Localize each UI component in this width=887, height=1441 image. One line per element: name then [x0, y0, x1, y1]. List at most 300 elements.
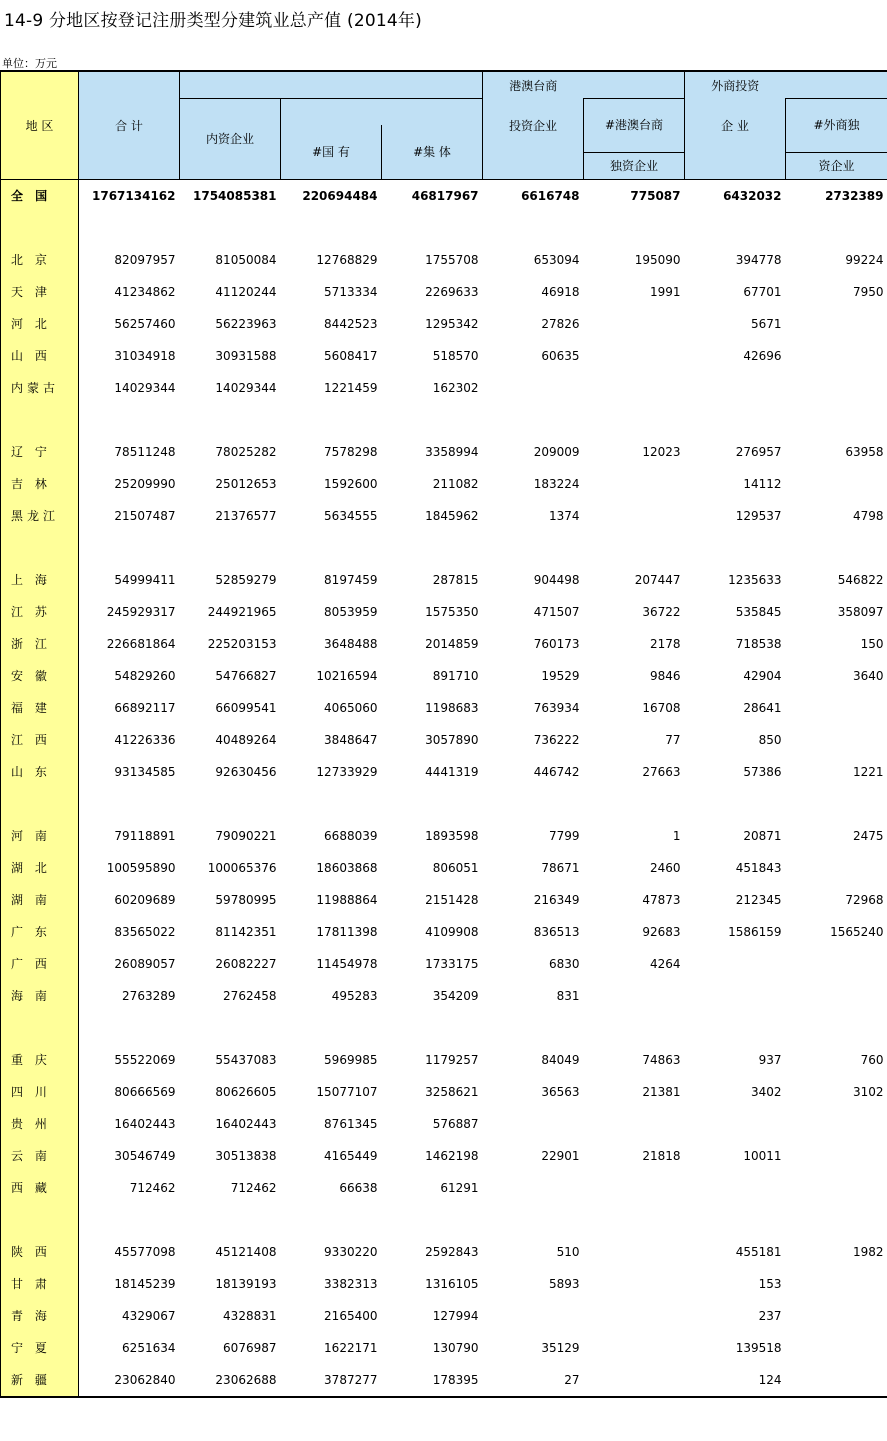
spacer-row	[1, 212, 887, 244]
table-row	[1, 1332, 887, 1364]
table-row	[1, 692, 887, 724]
value-cell: 21381	[642, 1084, 681, 1099]
value-cell: 22901	[541, 1148, 580, 1163]
value-cell: 8761345	[324, 1116, 378, 1131]
value-cell: 66892117	[114, 700, 176, 715]
value-cell: 1767134162	[92, 188, 176, 203]
empty-cell	[382, 1204, 483, 1236]
value-cell	[584, 1172, 685, 1204]
table-row	[1, 372, 887, 404]
region-cell: 广 西	[1, 948, 79, 980]
value-cell: 5713334	[324, 284, 378, 299]
value-cell: 1221	[852, 764, 884, 779]
value-cell: 1755708	[425, 252, 479, 267]
value-cell: 150	[860, 636, 884, 651]
value-cell: 211082	[432, 476, 479, 491]
value-cell: 139518	[735, 1340, 782, 1355]
value-cell: 1991	[649, 284, 681, 299]
table-row	[1, 436, 887, 468]
value-cell: 3648488	[324, 636, 378, 651]
value-cell: 99224	[845, 252, 884, 267]
value-cell	[584, 1332, 685, 1364]
value-cell: 21507487	[114, 508, 176, 523]
empty-cell	[685, 212, 786, 244]
region-cell: 海 南	[1, 980, 79, 1012]
value-cell: 1754085381	[193, 188, 277, 203]
value-cell: 47873	[642, 892, 681, 907]
table-row	[1, 980, 887, 1012]
empty-cell	[180, 1204, 281, 1236]
empty-cell	[685, 1012, 786, 1044]
value-cell	[584, 1300, 685, 1332]
value-cell: 25209990	[114, 476, 176, 491]
value-cell	[584, 1268, 685, 1300]
empty-cell	[483, 532, 584, 564]
value-cell: 79118891	[114, 828, 176, 843]
value-cell: 760	[860, 1052, 884, 1067]
header-hmt-sole: #港澳台商	[584, 98, 685, 152]
value-cell: 1316105	[425, 1276, 479, 1291]
header-state: #国 有	[281, 125, 382, 179]
value-cell: 66099541	[215, 700, 277, 715]
value-cell: 20871	[743, 828, 782, 843]
header-foreign-line2: 企 业	[685, 98, 786, 152]
empty-cell	[786, 212, 887, 244]
table-row	[1, 628, 887, 660]
spacer-row	[1, 532, 887, 564]
value-cell: 5634555	[324, 508, 378, 523]
header-hmt-sole-line2: 独资企业	[584, 152, 685, 179]
value-cell: 1592600	[324, 476, 378, 491]
empty-cell	[786, 404, 887, 436]
table-row	[1, 340, 887, 372]
region-cell: 新 疆	[1, 1364, 79, 1397]
value-cell	[584, 980, 685, 1012]
value-cell: 41234862	[114, 284, 176, 299]
empty-cell	[382, 1012, 483, 1044]
header-blank-top	[180, 71, 483, 98]
empty-cell	[79, 788, 180, 820]
value-cell	[685, 372, 786, 404]
empty-cell	[584, 1204, 685, 1236]
value-cell: 55437083	[215, 1052, 277, 1067]
header-hmt-top-spacer	[584, 71, 685, 98]
header-hmt-bottom	[483, 152, 584, 179]
value-cell: 60209689	[114, 892, 176, 907]
table-row	[1, 1300, 887, 1332]
value-cell	[786, 692, 887, 724]
value-cell: 153	[758, 1276, 782, 1291]
value-cell: 2178	[649, 636, 681, 651]
value-cell: 287815	[432, 572, 479, 587]
value-cell: 216349	[533, 892, 580, 907]
empty-cell	[281, 1012, 382, 1044]
value-cell: 5969985	[324, 1052, 378, 1067]
empty-cell	[483, 404, 584, 436]
value-cell: 162302	[432, 380, 479, 395]
table-row	[1, 308, 887, 340]
table-row	[1, 1172, 887, 1204]
value-cell: 28641	[743, 700, 782, 715]
value-cell: 67701	[743, 284, 782, 299]
value-cell: 16402443	[114, 1116, 176, 1131]
empty-cell	[180, 212, 281, 244]
region-cell: 上 海	[1, 564, 79, 596]
value-cell	[786, 1332, 887, 1364]
table-row	[1, 756, 887, 788]
region-cell	[1, 212, 79, 244]
value-cell: 10216594	[316, 668, 378, 683]
region-cell	[1, 1204, 79, 1236]
empty-cell	[584, 404, 685, 436]
value-cell: 77	[665, 732, 681, 747]
value-cell: 60635	[541, 348, 580, 363]
value-cell: 760173	[533, 636, 580, 651]
value-cell	[584, 468, 685, 500]
value-cell	[483, 372, 584, 404]
region-cell: 重 庆	[1, 1044, 79, 1076]
region-cell: 江 苏	[1, 596, 79, 628]
value-cell: 712462	[230, 1180, 277, 1195]
value-cell: 1586159	[728, 924, 782, 939]
empty-cell	[180, 404, 281, 436]
value-cell: 35129	[541, 1340, 580, 1355]
value-cell: 14029344	[215, 380, 277, 395]
value-cell: 4109908	[425, 924, 479, 939]
empty-cell	[483, 788, 584, 820]
table-row	[1, 564, 887, 596]
value-cell: 21818	[642, 1148, 681, 1163]
value-cell: 3848647	[324, 732, 378, 747]
value-cell: 52859279	[215, 572, 277, 587]
value-cell: 17811398	[316, 924, 378, 939]
value-cell	[786, 724, 887, 756]
value-cell	[786, 1172, 887, 1204]
value-cell: 763934	[533, 700, 580, 715]
value-cell: 576887	[432, 1116, 479, 1131]
region-cell: 广 东	[1, 916, 79, 948]
region-cell: 黑龙江	[1, 500, 79, 532]
empty-cell	[79, 532, 180, 564]
value-cell: 2269633	[425, 284, 479, 299]
empty-cell	[382, 212, 483, 244]
value-cell: 100595890	[106, 860, 176, 875]
value-cell: 4165449	[324, 1148, 378, 1163]
value-cell: 19529	[541, 668, 580, 683]
value-cell: 1575350	[425, 604, 479, 619]
value-cell: 9846	[649, 668, 681, 683]
value-cell: 1	[672, 828, 681, 843]
data-table	[0, 70, 887, 1398]
table-row	[1, 724, 887, 756]
table-row	[1, 1108, 887, 1140]
value-cell: 92630456	[215, 764, 277, 779]
value-cell: 27	[483, 1364, 584, 1397]
value-cell: 40489264	[215, 732, 277, 747]
region-cell: 陕 西	[1, 1236, 79, 1268]
table-row	[1, 1044, 887, 1076]
value-cell: 8197459	[324, 572, 378, 587]
region-cell: 安 徽	[1, 660, 79, 692]
value-cell: 183224	[533, 476, 580, 491]
empty-cell	[180, 788, 281, 820]
value-cell: 5671	[750, 316, 782, 331]
value-cell: 57386	[743, 764, 782, 779]
value-cell: 30931588	[215, 348, 277, 363]
value-cell: 3358994	[425, 444, 479, 459]
value-cell	[584, 1364, 685, 1397]
empty-cell	[79, 404, 180, 436]
header-hmt-line1: 港澳台商	[483, 71, 584, 98]
data-table-container	[0, 70, 887, 1398]
empty-cell	[685, 532, 786, 564]
value-cell: 1221459	[324, 380, 378, 395]
spacer-row	[1, 404, 887, 436]
empty-cell	[483, 1012, 584, 1044]
value-cell: 2014859	[425, 636, 479, 651]
value-cell: 18145239	[114, 1276, 176, 1291]
value-cell: 36563	[541, 1084, 580, 1099]
value-cell: 80666569	[114, 1084, 176, 1099]
value-cell: 4065060	[324, 700, 378, 715]
value-cell: 1235633	[728, 572, 782, 587]
value-cell: 220694484	[302, 188, 378, 203]
value-cell: 11454978	[316, 956, 378, 971]
value-cell: 18139193	[215, 1276, 277, 1291]
value-cell: 3402	[750, 1084, 782, 1099]
value-cell	[584, 340, 685, 372]
region-cell: 北 京	[1, 244, 79, 276]
value-cell: 6616748	[521, 188, 580, 203]
value-cell: 712462	[129, 1180, 176, 1195]
value-cell: 535845	[735, 604, 782, 619]
value-cell: 226681864	[106, 636, 176, 651]
value-cell	[786, 308, 887, 340]
value-cell: 6076987	[223, 1340, 277, 1355]
value-cell: 904498	[533, 572, 580, 587]
value-cell	[685, 980, 786, 1012]
header-foreign-line1: 外商投资	[685, 71, 786, 98]
value-cell: 2762458	[223, 988, 277, 1003]
value-cell: 1374	[548, 508, 580, 523]
value-cell: 775087	[630, 188, 681, 203]
table-row	[1, 468, 887, 500]
value-cell: 84049	[541, 1052, 580, 1067]
value-cell	[483, 1172, 584, 1204]
value-cell: 31034918	[114, 348, 176, 363]
value-cell: 23062840	[79, 1364, 180, 1397]
value-cell: 4264	[649, 956, 681, 971]
value-cell	[786, 372, 887, 404]
value-cell	[685, 1108, 786, 1140]
value-cell: 16402443	[215, 1116, 277, 1131]
value-cell: 1733175	[425, 956, 479, 971]
value-cell: 2592843	[425, 1244, 479, 1259]
value-cell	[786, 340, 887, 372]
table-row	[1, 1076, 887, 1108]
value-cell: 129537	[735, 508, 782, 523]
empty-cell	[281, 788, 382, 820]
table-row	[1, 500, 887, 532]
value-cell: 891710	[432, 668, 479, 683]
value-cell: 1893598	[425, 828, 479, 843]
value-cell	[786, 852, 887, 884]
value-cell: 54766827	[215, 668, 277, 683]
region-cell: 湖 南	[1, 884, 79, 916]
value-cell: 82097957	[114, 252, 176, 267]
empty-cell	[79, 1204, 180, 1236]
region-cell: 宁 夏	[1, 1332, 79, 1364]
value-cell: 56257460	[114, 316, 176, 331]
table-row	[1, 884, 887, 916]
value-cell: 455181	[735, 1244, 782, 1259]
header-foreign-top-spacer	[786, 71, 887, 98]
table-row	[1, 1268, 887, 1300]
region-cell: 福 建	[1, 692, 79, 724]
value-cell: 81050084	[215, 252, 277, 267]
header-foreign-sole: #外商独	[786, 98, 887, 152]
table-row	[1, 1236, 887, 1268]
value-cell: 244921965	[207, 604, 277, 619]
region-cell	[1, 404, 79, 436]
value-cell: 14029344	[114, 380, 176, 395]
value-cell: 7950	[852, 284, 884, 299]
value-cell: 3640	[852, 668, 884, 683]
value-cell: 81142351	[215, 924, 277, 939]
value-cell: 78511248	[114, 444, 176, 459]
value-cell: 276957	[735, 444, 782, 459]
value-cell: 26089057	[114, 956, 176, 971]
value-cell: 12768829	[316, 252, 378, 267]
empty-cell	[382, 788, 483, 820]
empty-cell	[786, 788, 887, 820]
value-cell: 358097	[837, 604, 884, 619]
value-cell: 1179257	[425, 1052, 479, 1067]
value-cell: 21376577	[215, 508, 277, 523]
value-cell: 26082227	[215, 956, 277, 971]
value-cell: 8442523	[324, 316, 378, 331]
empty-cell	[382, 532, 483, 564]
value-cell: 66638	[339, 1180, 378, 1195]
value-cell: 45577098	[114, 1244, 176, 1259]
value-cell	[685, 948, 786, 980]
value-cell: 74863	[642, 1052, 681, 1067]
region-cell: 内蒙古	[1, 372, 79, 404]
value-cell: 61291	[440, 1180, 479, 1195]
value-cell: 7799	[548, 828, 580, 843]
header-collective: #集 体	[382, 125, 483, 179]
value-cell: 1845962	[425, 508, 479, 523]
header-foreign-bottom	[685, 152, 786, 179]
table-header	[1, 71, 887, 179]
empty-cell	[786, 1204, 887, 1236]
table-body	[1, 179, 887, 1397]
value-cell: 209009	[533, 444, 580, 459]
value-cell: 15077107	[316, 1084, 378, 1099]
value-cell: 63958	[845, 444, 884, 459]
value-cell: 245929317	[106, 604, 176, 619]
value-cell: 354209	[432, 988, 479, 1003]
region-cell: 辽 宁	[1, 436, 79, 468]
empty-cell	[79, 1012, 180, 1044]
value-cell	[786, 1108, 887, 1140]
value-cell: 5893	[548, 1276, 580, 1291]
value-cell: 225203153	[207, 636, 277, 651]
region-cell: 四 川	[1, 1076, 79, 1108]
empty-cell	[281, 212, 382, 244]
value-cell: 510	[556, 1244, 580, 1259]
value-cell: 178395	[382, 1364, 483, 1397]
value-cell: 55522069	[114, 1052, 176, 1067]
empty-cell	[685, 404, 786, 436]
empty-cell	[685, 1204, 786, 1236]
table-row	[1, 660, 887, 692]
empty-cell	[281, 404, 382, 436]
value-cell: 446742	[533, 764, 580, 779]
value-cell: 207447	[634, 572, 681, 587]
value-cell: 56223963	[215, 316, 277, 331]
value-cell: 78671	[541, 860, 580, 875]
value-cell	[584, 308, 685, 340]
value-cell: 394778	[735, 252, 782, 267]
value-cell: 3787277	[281, 1364, 382, 1397]
header-total: 合 计	[79, 71, 180, 179]
value-cell: 100065376	[207, 860, 277, 875]
value-cell: 18603868	[316, 860, 378, 875]
value-cell: 30513838	[215, 1148, 277, 1163]
value-cell	[584, 1236, 685, 1268]
value-cell: 12023	[642, 444, 681, 459]
value-cell: 1622171	[324, 1340, 378, 1355]
value-cell: 10011	[743, 1148, 782, 1163]
value-cell: 46817967	[411, 188, 479, 203]
value-cell	[786, 468, 887, 500]
value-cell: 2460	[649, 860, 681, 875]
region-cell	[1, 532, 79, 564]
unit-label: 单位：万元	[2, 57, 57, 70]
value-cell: 54829260	[114, 668, 176, 683]
value-cell: 9330220	[324, 1244, 378, 1259]
value-cell	[786, 1140, 887, 1172]
value-cell: 3057890	[425, 732, 479, 747]
value-cell: 79090221	[215, 828, 277, 843]
empty-cell	[180, 532, 281, 564]
region-cell: 江 西	[1, 724, 79, 756]
value-cell: 1462198	[425, 1148, 479, 1163]
value-cell: 1982	[852, 1244, 884, 1259]
value-cell: 1565240	[830, 924, 884, 939]
value-cell: 2732389	[825, 188, 884, 203]
table-row	[1, 276, 887, 308]
table-row	[1, 1140, 887, 1172]
value-cell: 27826	[541, 316, 580, 331]
value-cell: 2763289	[122, 988, 176, 1003]
value-cell: 195090	[634, 252, 681, 267]
value-cell: 4328831	[223, 1308, 277, 1323]
value-cell	[584, 500, 685, 532]
empty-cell	[483, 212, 584, 244]
value-cell: 41120244	[215, 284, 277, 299]
empty-cell	[584, 788, 685, 820]
table-row	[1, 948, 887, 980]
value-cell	[786, 1268, 887, 1300]
value-cell: 14112	[743, 476, 782, 491]
value-cell: 16708	[642, 700, 681, 715]
value-cell: 42904	[743, 668, 782, 683]
value-cell: 1198683	[425, 700, 479, 715]
empty-cell	[584, 532, 685, 564]
value-cell	[483, 1108, 584, 1140]
